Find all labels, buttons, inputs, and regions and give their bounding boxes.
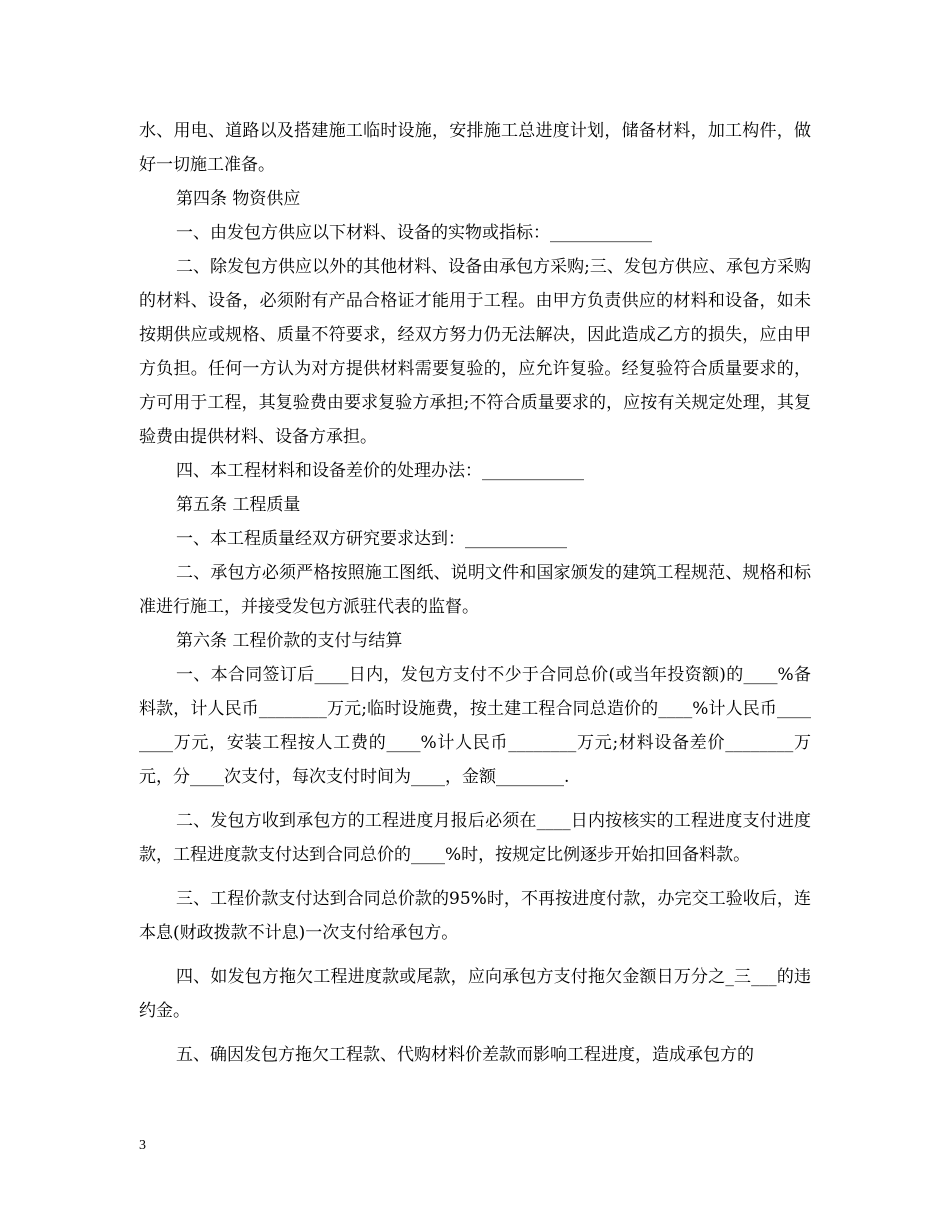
paragraph: 四、本工程材料和设备差价的处理办法：____________ <box>176 461 584 481</box>
document-body <box>139 114 811 1072</box>
paragraph: 一、本合同签订后____日内，发包方支付不少于合同总价(或当年投资额)的____%备料款，计人民币________万元;临时设施费，按土建工程合同总造价的____%计人民币________万元，安装工程按人工费的____%计人民币________万元;材料设备差价________万元，分____次支付，每次支付时间为____，金额________. <box>139 665 811 787</box>
article-heading-5: 第五条 工程质量 <box>176 495 301 515</box>
paragraph: 一、本工程质量经双方研究要求达到：____________ <box>176 529 567 549</box>
paragraph: 二、除发包方供应以外的其他材料、设备由承包方采购;三、发包方供应、承包方采购的材料、设备，必须附有产品合格证才能用于工程。由甲方负责供应的材料和设备，如未按期供应或规格、质量不符要求，经双方努力仍无法解决，因此造成乙方的损失，应由甲方负担。任何一方认为对方提供材料需要复验的，应允许复验。经复验符合质量要求的，方可用于工程，其复验费由要求复验方承担;不符合质量要求的，应按有关规定处理，其复验费由提供材料、设备方承担。 <box>139 257 811 447</box>
article-heading-6: 第六条 工程价款的支付与结算 <box>176 631 403 651</box>
article-heading-4: 第四条 物资供应 <box>176 189 301 209</box>
paragraph: 三、工程价款支付达到合同总价款的95%时，不再按进度付款，办完交工验收后，连本息(财政拨款不计息)一次支付给承包方。 <box>139 889 811 943</box>
paragraph: 四、如发包方拖欠工程进度款或尾款，应向承包方支付拖欠金额日万分之_三___的违约金。 <box>139 967 811 1021</box>
page-number: 3 <box>139 1138 146 1153</box>
paragraph: 二、发包方收到承包方的工程进度月报后必须在____日内按核实的工程进度支付进度款，工程进度款支付达到合同总价的____%时，按规定比例逐步开始扣回备料款。 <box>139 811 811 865</box>
paragraph-continuation: 水、用电、道路以及搭建施工临时设施，安排施工总进度计划，储备材料，加工构件，做好一切施工准备。 <box>139 121 811 175</box>
paragraph: 一、由发包方供应以下材料、设备的实物或指标：____________ <box>176 223 652 243</box>
paragraph: 二、承包方必须严格按照施工图纸、说明文件和国家颁发的建筑工程规范、规格和标准进行施工，并接受发包方派驻代表的监督。 <box>139 563 811 617</box>
paragraph: 五、确因发包方拖欠工程款、代购材料价差款而影响工程进度，造成承包方的 <box>176 1045 754 1065</box>
